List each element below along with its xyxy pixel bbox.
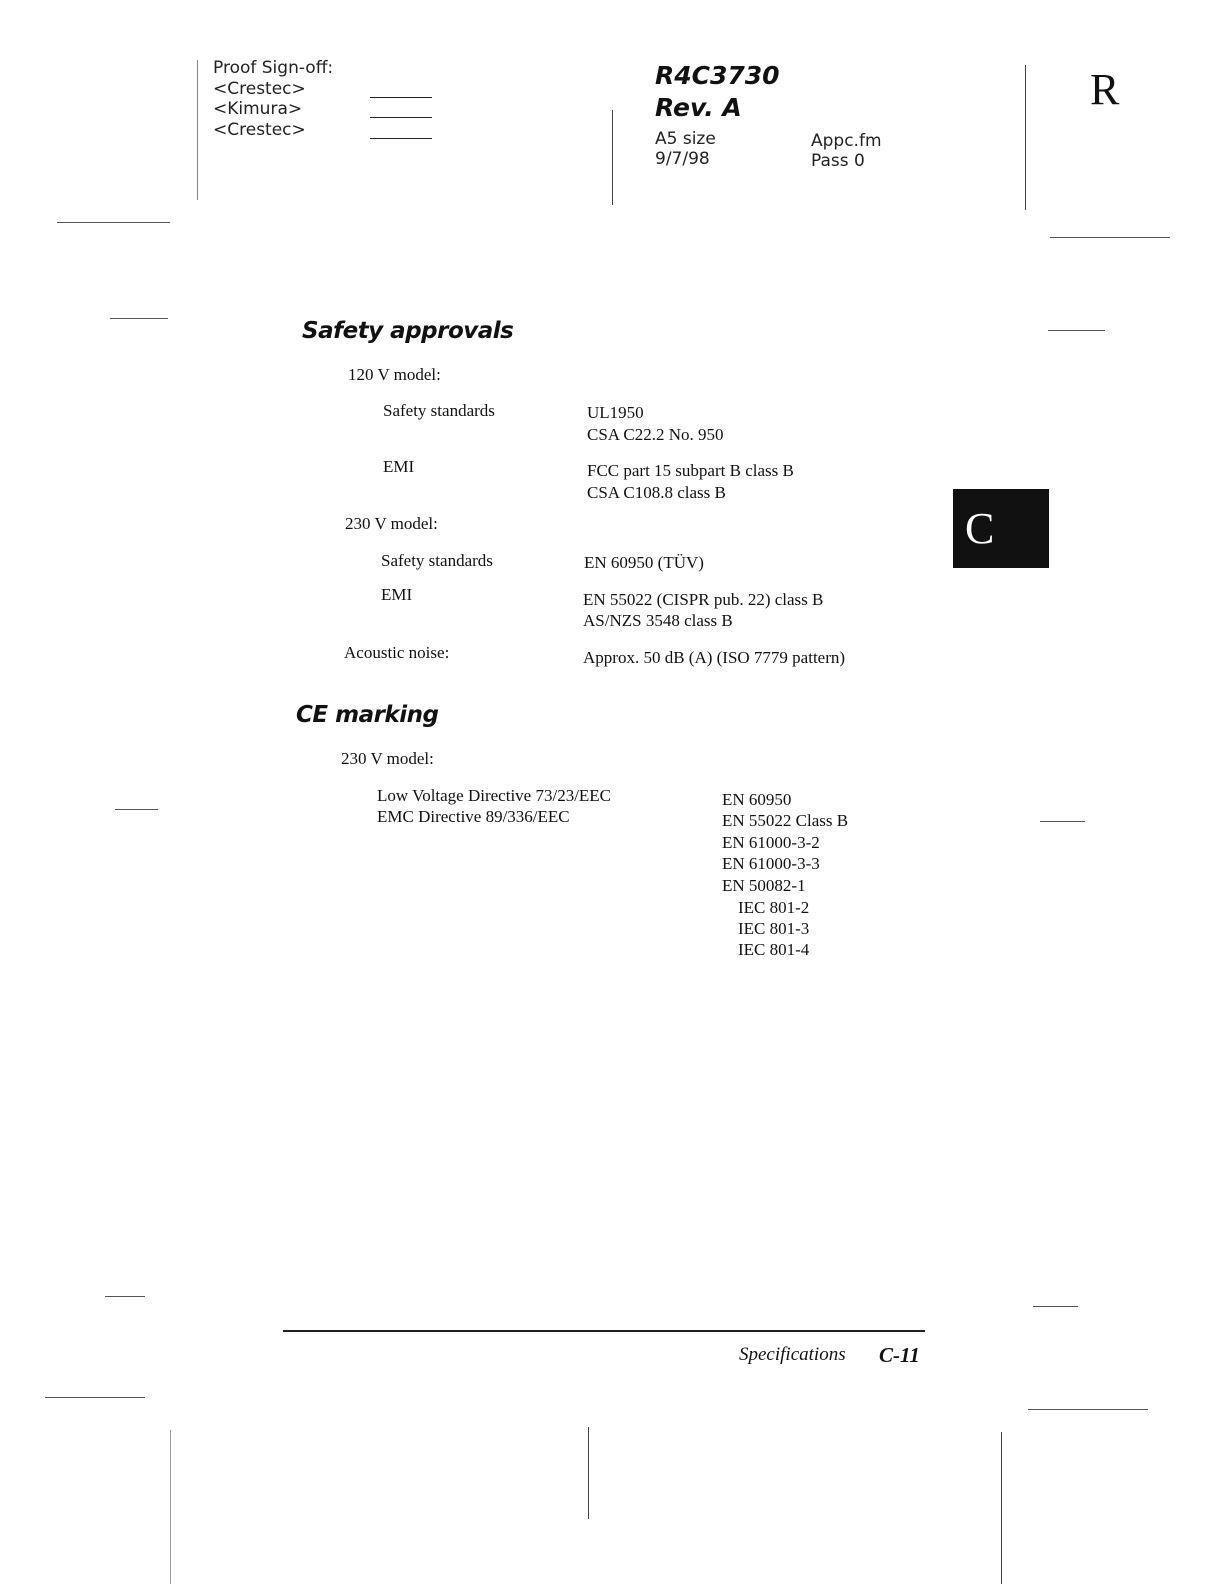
section-tab-letter: C: [965, 504, 995, 553]
trim-mark: [1033, 1306, 1078, 1307]
crop-mark: [1001, 1432, 1002, 1584]
trim-mark: [115, 809, 158, 810]
header-rule: [1025, 65, 1026, 210]
signoff-line: [370, 138, 432, 139]
ce-standard: EN 55022 Class B: [722, 811, 849, 830]
ce-standard: EN 61000-3-2: [722, 833, 820, 852]
trim-mark: [1050, 237, 1170, 238]
trim-mark: [105, 1296, 145, 1297]
safety-standard-value: CSA C22.2 No. 950: [587, 425, 724, 444]
safety-standards-label: Safety standards: [381, 551, 493, 570]
file-name: Appc.fm: [811, 131, 882, 151]
emi-label: EMI: [383, 457, 415, 476]
ce-standard: EN 61000-3-3: [722, 854, 820, 873]
trim-mark: [1048, 330, 1105, 331]
safety-standards-label: Safety standards: [383, 401, 495, 420]
safety-standard-value: UL1950: [587, 403, 644, 422]
model-label-230v: 230 V model:: [341, 749, 434, 768]
emi-value: FCC part 15 subpart B class B: [587, 461, 794, 480]
corner-mark: R: [1090, 65, 1120, 114]
ce-sub-standard: IEC 801-3: [738, 919, 810, 938]
directive-item: Low Voltage Directive 73/23/EEC: [377, 786, 612, 805]
ce-standard: EN 60950: [722, 790, 792, 809]
ce-standard: EN 50082-1: [722, 876, 806, 895]
directive-item: EMC Directive 89/336/EEC: [377, 807, 570, 826]
header-rule: [612, 110, 613, 205]
trim-mark: [45, 1397, 145, 1398]
section-heading-ce: CE marking: [296, 702, 439, 728]
pass-number: Pass 0: [811, 151, 865, 171]
page-number: C-11: [879, 1343, 920, 1367]
signoff-line: [370, 97, 432, 98]
page-size: A5 size: [655, 129, 716, 149]
trim-mark: [110, 318, 168, 319]
acoustic-noise-value: Approx. 50 dB (A) (ISO 7779 pattern): [583, 648, 846, 667]
emi-value: EN 55022 (CISPR pub. 22) class B: [583, 590, 824, 609]
margin-rule: [197, 60, 198, 200]
document-code: R4C3730: [655, 61, 780, 90]
proof-signoff-entry: <Crestec>: [213, 79, 306, 99]
signoff-line: [370, 117, 432, 118]
document-date: 9/7/98: [655, 149, 710, 169]
trim-mark: [1028, 1409, 1148, 1410]
trim-mark: [57, 222, 170, 223]
proof-signoff-entry: <Kimura>: [213, 99, 303, 119]
acoustic-noise-label: Acoustic noise:: [344, 643, 450, 662]
ce-sub-standard: IEC 801-2: [738, 898, 810, 917]
crop-mark: [170, 1430, 171, 1584]
model-label-120v: 120 V model:: [348, 365, 441, 384]
section-heading-safety: Safety approvals: [302, 318, 514, 344]
emi-label: EMI: [381, 585, 413, 604]
proof-signoff-title: Proof Sign-off:: [213, 58, 334, 78]
section-tab: [953, 489, 1049, 568]
footer-section-name: Specifications: [739, 1344, 846, 1365]
safety-standard-value: EN 60950 (TÜV): [584, 553, 704, 572]
emi-value: AS/NZS 3548 class B: [583, 611, 733, 630]
ce-sub-standard: IEC 801-4: [738, 940, 810, 959]
document-revision: Rev. A: [655, 93, 742, 122]
proof-signoff-entry: <Crestec>: [213, 120, 306, 140]
trim-mark: [1040, 821, 1085, 822]
model-label-230v: 230 V model:: [345, 514, 438, 533]
footer-rule: [283, 1330, 925, 1332]
emi-value: CSA C108.8 class B: [587, 483, 726, 502]
crop-mark: [588, 1427, 589, 1519]
